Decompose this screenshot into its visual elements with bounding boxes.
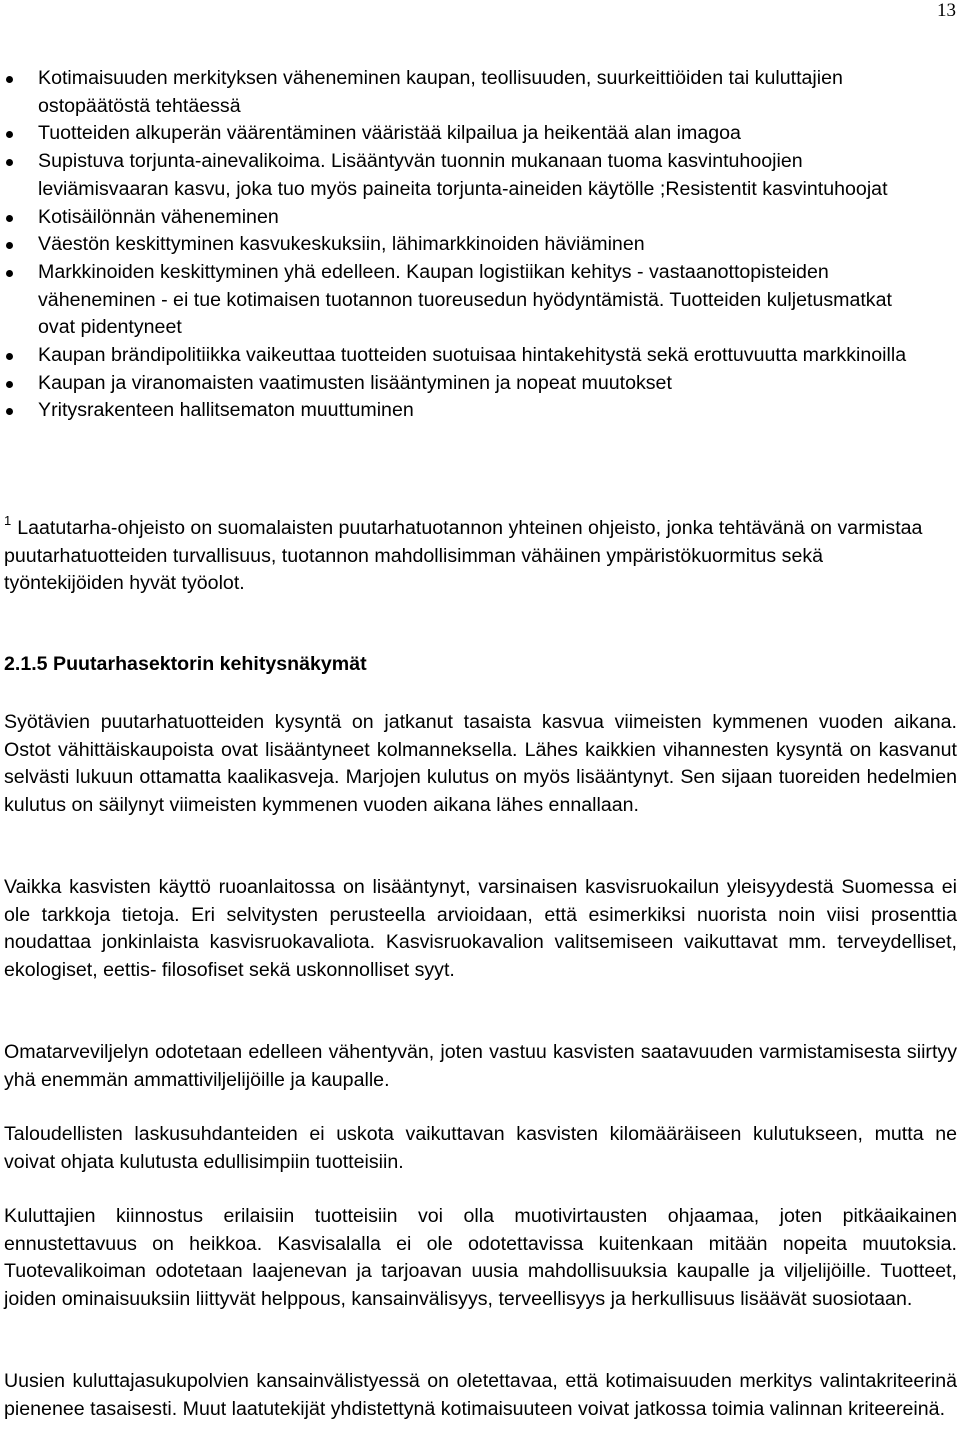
bullet-icon	[6, 242, 13, 249]
bullet-icon	[6, 353, 13, 360]
bullet-text: Yritysrakenteen hallitsematon muuttuminen	[38, 399, 414, 422]
paragraph: Taloudellisten laskusuhdanteiden ei uskota vaikuttavan kasvisten kilomääräiseen kulutukseen, mutta ne voivat ohjata kulutusta edullisimpiin tuotteisiin.	[4, 1123, 957, 1173]
list-item	[0, 370, 930, 398]
bullet-text: Markkinoiden keskittyminen yhä edelleen. Kaupan logistiikan kehitys - vastaanottopisteiden väheneminen - ei tue kotimaisen tuotannon tuoreusedun hyödyntämistä. Tuotteiden kuljetusmatkat ovat pidentyneet	[38, 260, 892, 339]
list-item	[0, 148, 930, 203]
paragraph: Syötävien puutarhatuotteiden kysyntä on jatkanut tasaista kasvua viimeisten kymmenen vuoden aikana. Ostot vähittäiskaupoista ovat lisääntyneet kolmanneksella. Lähes kaikkien vihannesten kysyntä on kasvanut selvästi lukuun ottamatta kaalikasveja. Marjojen kulutus on myös lisääntynyt. Sen sijaan tuoreiden hedelmien kulutus on säilynyt viimeisten kymmenen vuoden aikana lähes ennallaan.	[4, 711, 957, 817]
bullet-icon	[6, 381, 13, 388]
paragraph: Kuluttajien kiinnostus erilaisiin tuotteisiin voi olla muotivirtausten ohjaamaa, joten pitkäaikainen ennustettavuus on heikkoa. Kasvisalalla ei ole odotettavissa kuitenkaan mitään nopeita muutoksia. Tuotevalikoiman odotetaan laajenevan ja tarjoavan uusia mahdollisuuksia kaupalle ja viljelijöille. Tuotteet, joiden ominaisuuksiin liittyvät helppous, kansainvälisyys, terveellisyys ja herkullisuus lisäävät suosiotaan.	[4, 1205, 957, 1311]
bullet-text: Supistuva torjunta-ainevalikoima. Lisääntyvän tuonnin mukanaan tuoma kasvintuhoojien leviämisvaaran kasvu, joka tuo myös paineita torjunta-aineiden käytölle ;Resistentit kasvintuhoojat	[38, 150, 888, 200]
paragraph: Omatarveviljelyn odotetaan edelleen vähentyvän, joten vastuu kasvisten saatavuuden varmistamisesta siirtyy yhä enemmän ammattiviljelijöille ja kaupalle.	[4, 1041, 957, 1091]
list-item	[0, 231, 930, 259]
footnote	[4, 515, 934, 598]
list-item	[0, 397, 930, 425]
bullet-icon	[6, 270, 13, 277]
bullet-text: Kaupan ja viranomaisten vaatimusten lisääntyminen ja nopeat muutokset	[38, 371, 672, 394]
footnote-text: Laatutarha-ohjeisto on suomalaisten puutarhatuotannon yhteinen ohjeisto, jonka tehtävänä on varmistaa puutarhatuotteiden turvallisuus, tuotannon mahdollisimman vähäinen ympäristökuormitus sekä työntekijöiden hyvät työolot.	[4, 517, 923, 595]
list-item	[0, 65, 930, 120]
page-number: 13	[937, 0, 956, 21]
bullet-text: Kotimaisuuden merkityksen väheneminen kaupan, teollisuuden, suurkeittiöiden tai kuluttajien ostopäätöstä tehtäessä	[38, 67, 843, 117]
section-heading: 2.1.5 Puutarhasektorin kehitysnäkymät	[4, 653, 367, 675]
bullet-icon	[6, 408, 13, 415]
paragraph: Vaikka kasvisten käyttö ruoanlaitossa on lisääntynyt, varsinaisen kasvisruokailun yleisyydestä Suomessa ei ole tarkkoja tietoja. Eri selvitysten perusteella arvioidaan, että esimerkiksi nuorista noin viisi prosenttia noudattaa jonkinlaista kasvisruokavaliota. Kasvisruokavalion valitsemiseen vaikuttavat mm. terveydelliset, ekologiset, eettis- filosofiset sekä uskonnolliset syyt.	[4, 876, 957, 982]
list-item	[0, 204, 930, 232]
bullet-icon	[6, 215, 13, 222]
footnote-marker: 1	[4, 513, 12, 528]
bullet-list	[0, 65, 930, 425]
paragraph: Uusien kuluttajasukupolvien kansainvälistyessä on oletettavaa, että kotimaisuuden merkitys valintakriteerinä pienenee tasaisesti. Muut laatutekijät yhdistettynä kotimaisuuteen voivat jatkossa toimia valinnan kriteereinä.	[4, 1370, 957, 1420]
bullet-text: Kaupan brändipolitiikka vaikeuttaa tuotteiden suotuisaa hintakehitystä sekä erottuvuutta markkinoilla	[38, 344, 907, 367]
bullet-icon	[6, 131, 13, 138]
list-item	[0, 342, 930, 370]
bullet-text: Kotisäilönnän väheneminen	[38, 205, 279, 228]
list-item	[0, 120, 930, 148]
bullet-icon	[6, 159, 13, 166]
bullet-text: Tuotteiden alkuperän väärentäminen vääristää kilpailua ja heikentää alan imagoa	[38, 122, 741, 145]
list-item	[0, 259, 930, 342]
bullet-icon	[6, 76, 13, 83]
bullet-text: Väestön keskittyminen kasvukeskuksiin, lähimarkkinoiden häviäminen	[38, 233, 645, 256]
